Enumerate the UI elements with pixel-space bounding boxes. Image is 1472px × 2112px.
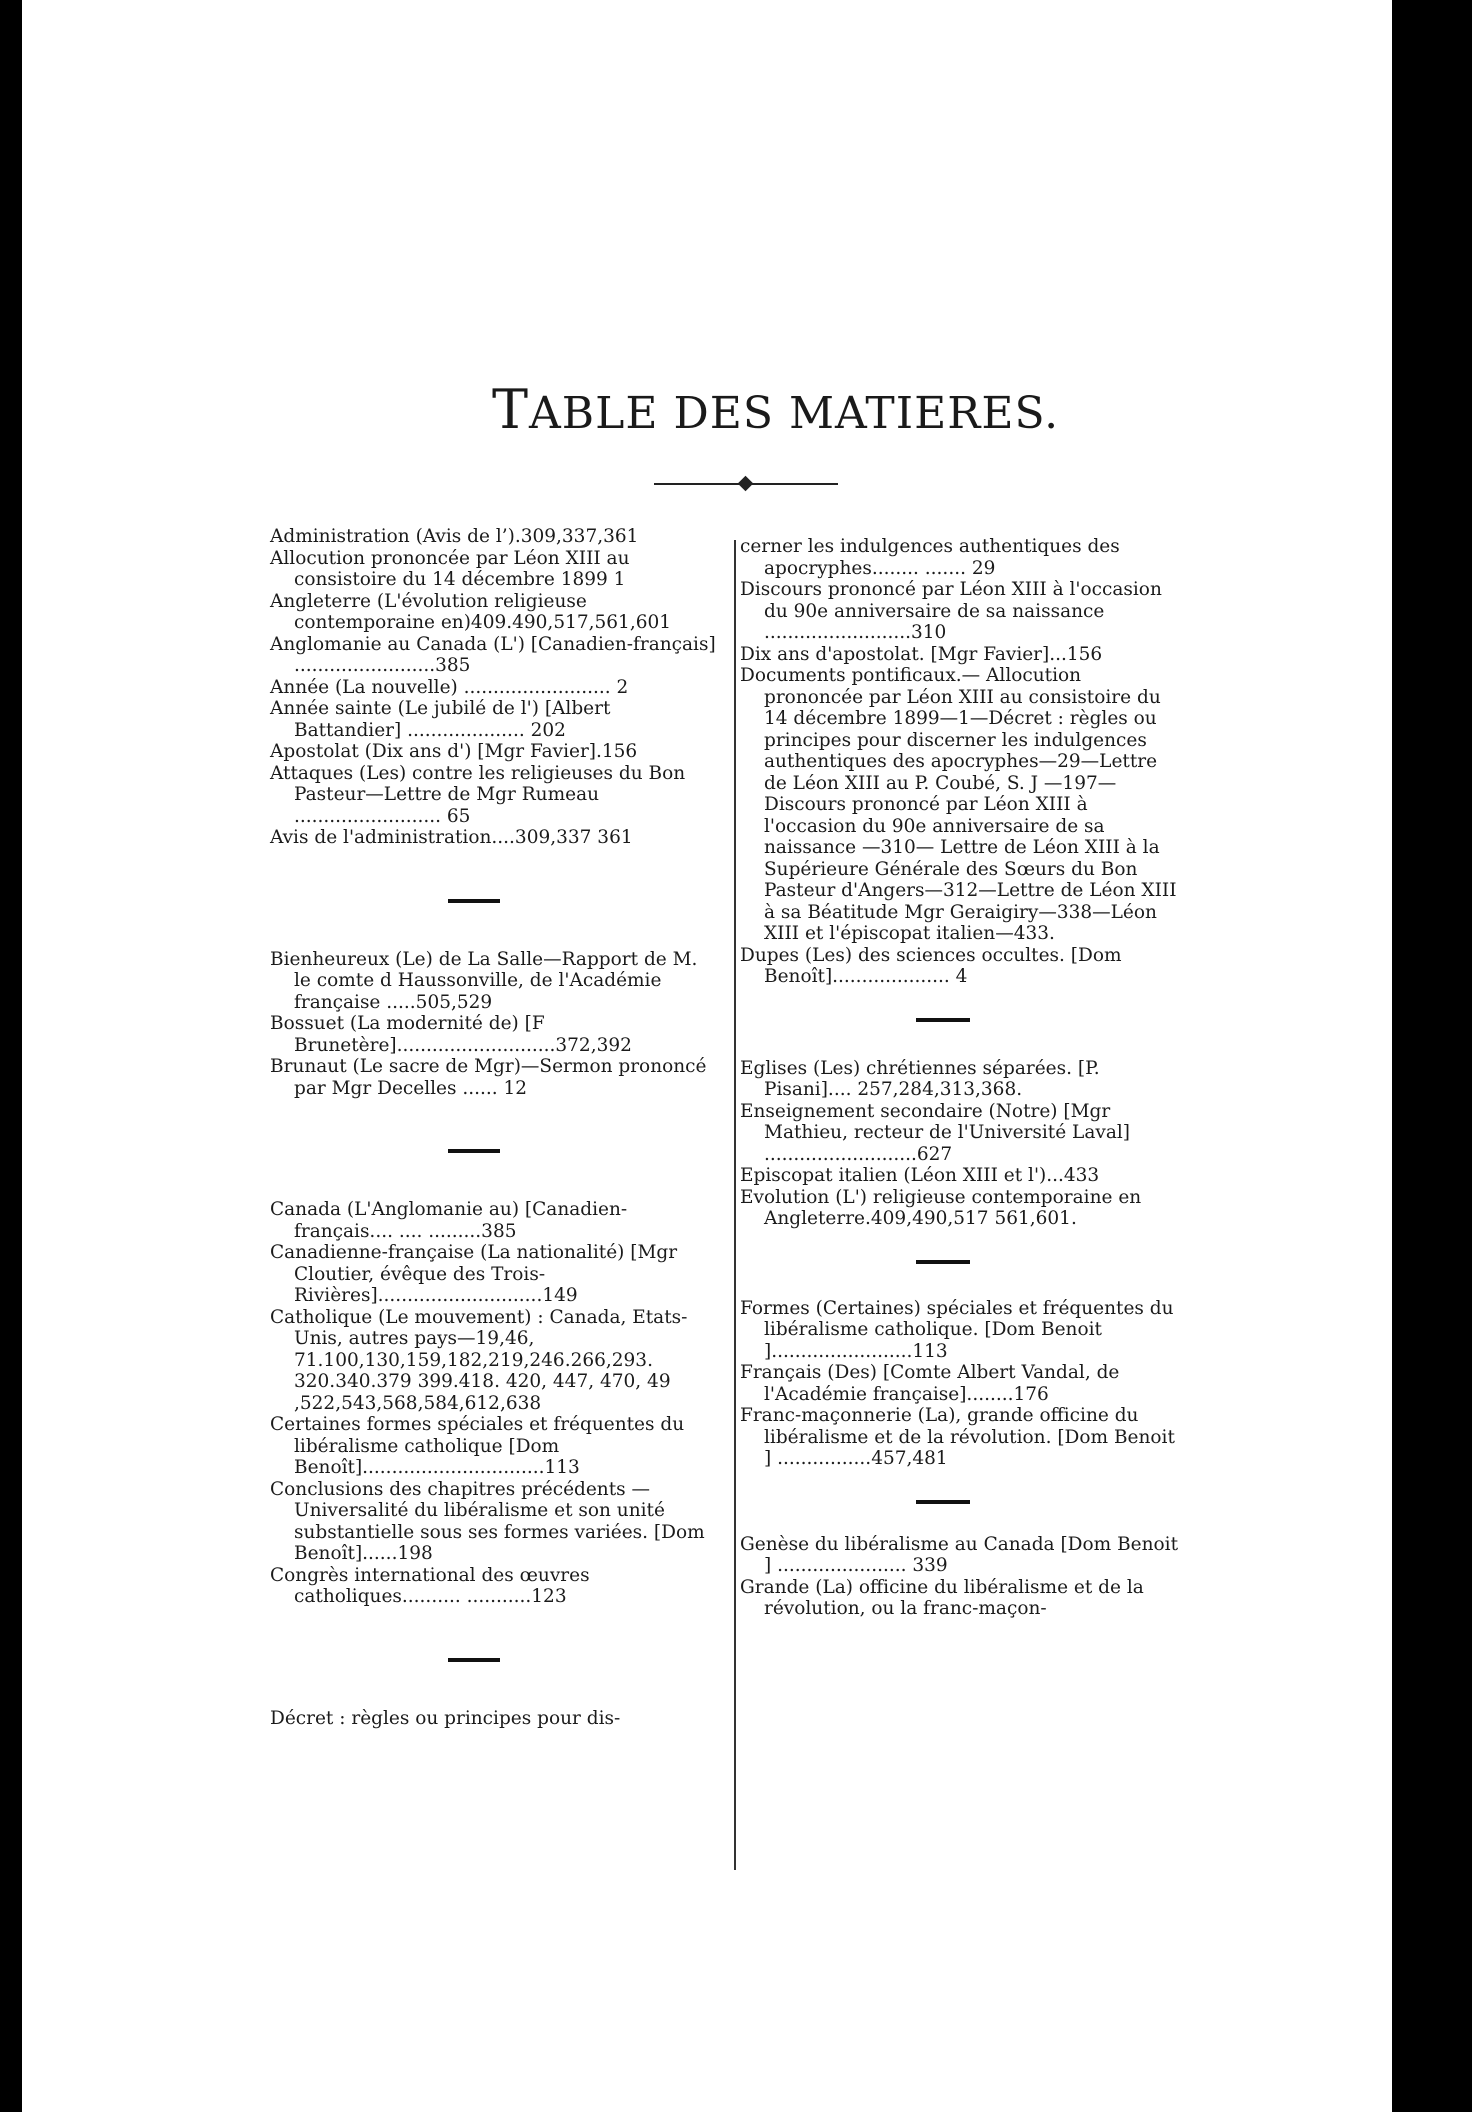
index-entry: Bossuet (La modernité de) [F Brunetère]...........................372,392	[270, 1013, 632, 1056]
index-entry: Avis de l'administration....309,337 361	[270, 827, 633, 848]
page-title: TABLE DES MATIERES.	[492, 378, 1060, 441]
section-separator	[448, 1658, 500, 1662]
index-entry: Administration (Avis de l’).309,337,361	[270, 526, 639, 547]
section-separator	[916, 1018, 970, 1022]
index-entry: Discours prononcé par Léon XIII à l'occasion du 90e anniversaire de sa naissance .........................310	[740, 579, 1162, 643]
column-divider	[734, 540, 736, 1870]
document-page	[22, 0, 1364, 2112]
index-entry: Franc-maçonnerie (La), grande officine du libéralisme et de la révolution. [Dom Benoit ] ................457,481	[740, 1405, 1175, 1469]
index-entry: Evolution (L') religieuse contemporaine en Angleterre.409,490,517 561,601.	[740, 1186, 1142, 1229]
index-entry: Allocution prononcée par Léon XIII au consistoire du 14 décembre 1899 1	[270, 547, 630, 590]
title-ornament	[738, 476, 754, 492]
index-entry: Documents pontificaux.— Allocution prononcée par Léon XIII au consistoire du 14 décembre 1899—1—Décret : règles ou principes pour discerner les indulgences authentiques des apocryphes—29—Lettre de Léon XIII au P. Coubé, S. J —197—Discours prononcé par Léon XIII à l'occasion du 90e anniversaire de sa naissance —310— Lettre de Léon XIII à la Supérieure Générale des Sœurs du Bon Pasteur d'Angers—312—Lettre de Léon XIII à sa Béatitude Mgr Geraigiry—338—Léon XIII et l'épiscopat italien—433.	[740, 665, 1177, 944]
index-entry: Enseignement secondaire (Notre) [Mgr Mathieu, recteur de l'Université Laval] ..........................627	[740, 1100, 1130, 1165]
index-entry: Canadienne-française (La nationalité) [Mgr Cloutier, évêque des Trois-Rivières]............................149	[270, 1242, 678, 1306]
index-entry: Français (Des) [Comte Albert Vandal, de l'Académie française]........176	[740, 1362, 1120, 1405]
index-entry-continued: cerner les indulgences authentiques des apocryphes........ ....... 29	[740, 536, 1120, 579]
right-column	[740, 536, 1182, 1620]
index-entry: Angleterre (L'évolution religieuse contemporaine en)409.490,517,561,601	[270, 590, 672, 633]
index-entry: Décret : règles ou principes pour dis-	[270, 1707, 621, 1729]
index-entry: Eglises (Les) chrétiennes séparées. [P. Pisani].... 257,284,313,368.	[740, 1057, 1100, 1100]
index-entry: Grande (La) officine du libéralisme et de la révolution, ou la franc-maçon-	[740, 1576, 1144, 1619]
index-entry: Catholique (Le mouvement) : Canada, Etats-Unis, autres pays—19,46, 71.100,130,159,182,219,246.266,293. 320.340.379 399.418. 420, 447, 470, 49 ,522,543,568,584,612,638	[270, 1306, 688, 1414]
index-entry: Bienheureux (Le) de La Salle—Rapport de M. le comte d Haussonville, de l'Académie française .....505,529	[270, 948, 698, 1013]
index-entry: Dupes (Les) des sciences occultes. [Dom Benoît].................... 4	[740, 944, 1122, 987]
index-entry: Congrès international des œuvres catholiques.......... ...........123	[270, 1564, 590, 1607]
section-separator	[916, 1260, 970, 1264]
section-separator	[448, 899, 500, 903]
index-entry: Brunaut (Le sacre de Mgr)—Sermon prononcé par Mgr Decelles ...... 12	[270, 1056, 707, 1099]
index-entry: Anglomanie au Canada (L') [Canadien-français] ........................385	[270, 633, 716, 676]
left-column	[270, 526, 716, 1729]
index-entry: Année sainte (Le jubilé de l') [Albert Battandier] .................... 202	[270, 698, 611, 741]
index-entry: Genèse du libéralisme au Canada [Dom Benoit ] ...................... 339	[740, 1533, 1179, 1576]
index-entry: Conclusions des chapitres précédents —Universalité du libéralisme et son unité substantielle sous ses formes variées. [Dom Benoît]......198	[270, 1478, 705, 1564]
section-separator	[916, 1500, 970, 1504]
index-entry: Apostolat (Dix ans d') [Mgr Favier].156	[270, 741, 638, 762]
index-entry: Canada (L'Anglomanie au) [Canadien-français.... .... .........385	[270, 1199, 628, 1242]
index-entry: Attaques (Les) contre les religieuses du Bon Pasteur—Lettre de Mgr Rumeau ......................... 65	[270, 762, 686, 827]
index-entry: Année (La nouvelle) ......................... 2	[270, 676, 629, 698]
index-entry: Episcopat italien (Léon XIII et l')...433	[740, 1165, 1100, 1186]
index-entry: Dix ans d'apostolat. [Mgr Favier]...156	[740, 643, 1103, 665]
adjacent-page-edge	[1364, 0, 1392, 2112]
index-entry: Formes (Certaines) spéciales et fréquentes du libéralisme catholique. [Dom Benoit ]........................113	[740, 1297, 1174, 1362]
scan-border	[1392, 0, 1472, 2112]
section-separator	[448, 1149, 500, 1153]
index-entry: Certaines formes spéciales et fréquentes du libéralisme catholique [Dom Benoît]...............................113	[270, 1414, 685, 1478]
